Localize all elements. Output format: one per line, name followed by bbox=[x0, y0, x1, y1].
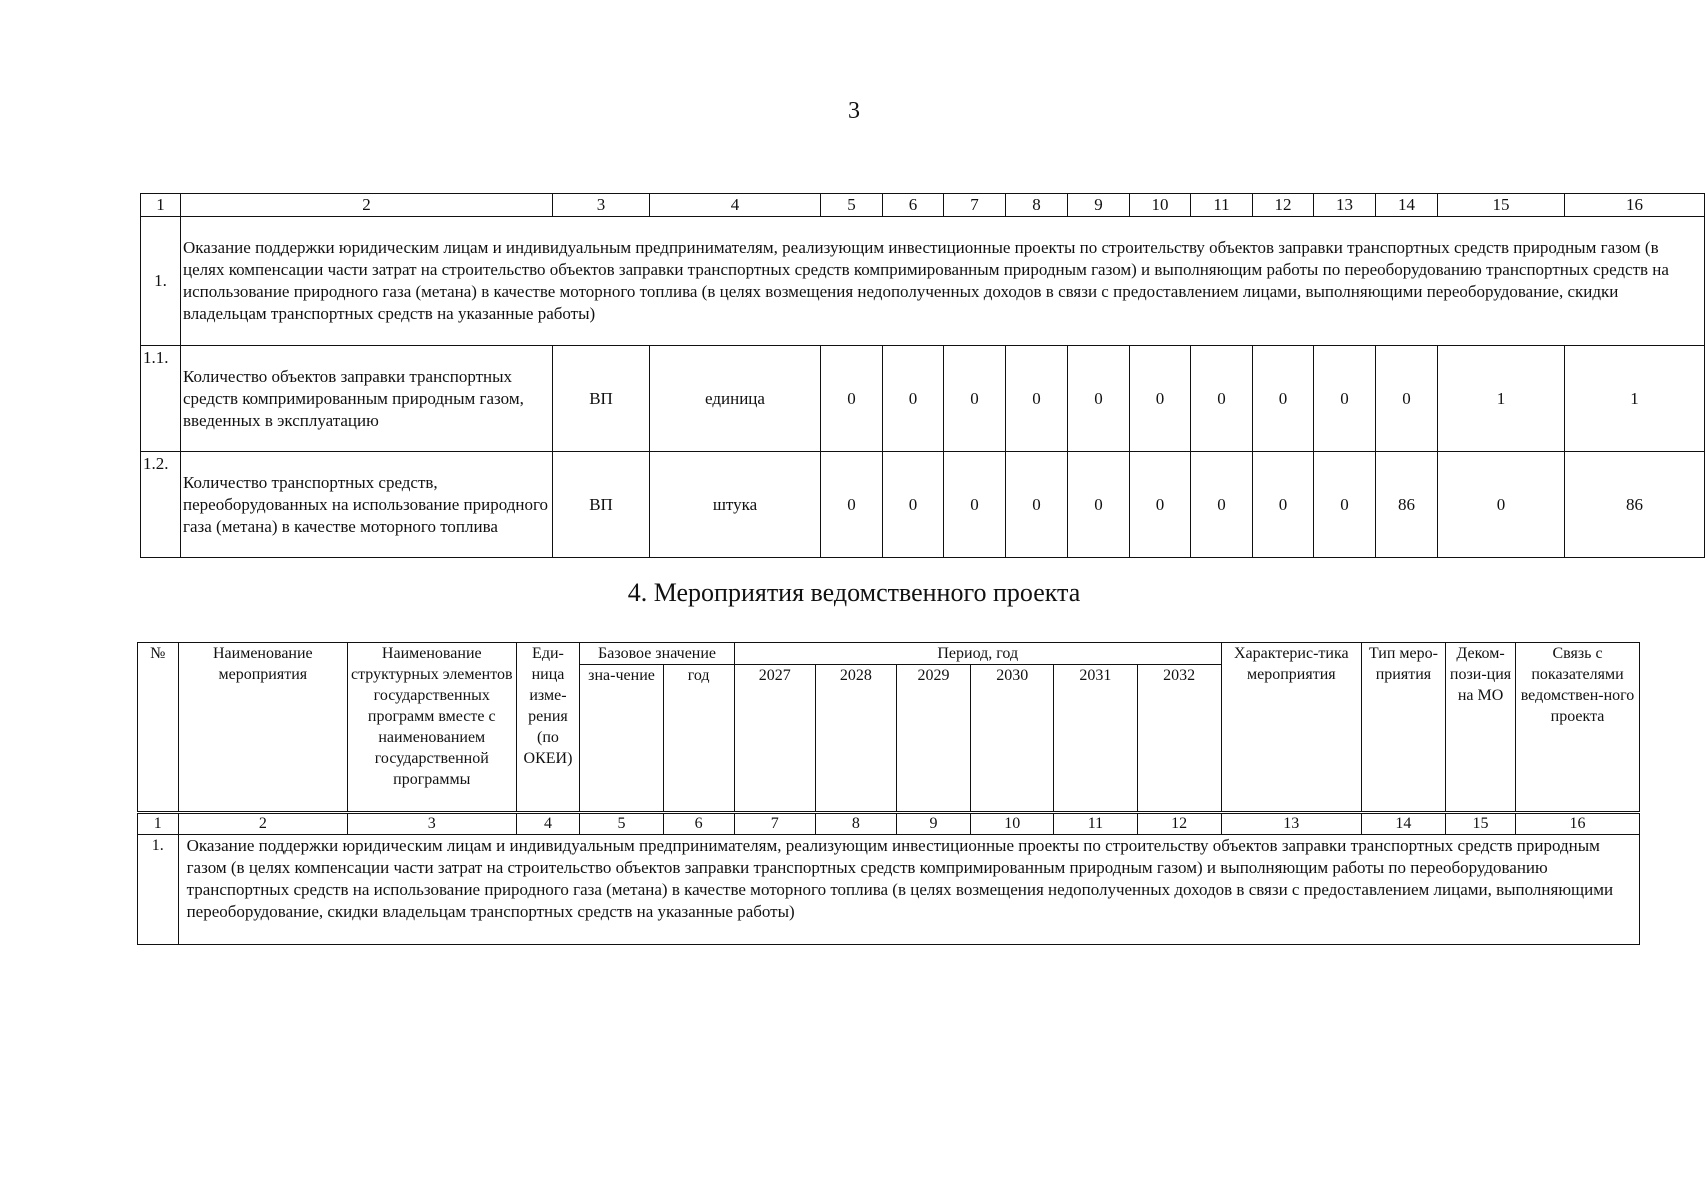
indicator-name: Количество транспортных средств, переоборудованных на использование природного газа (метана) в качестве моторного топлива bbox=[181, 452, 553, 558]
table1-col-num: 1 bbox=[141, 194, 181, 217]
table1-col-num: 7 bbox=[944, 194, 1006, 217]
table2-col-num: 15 bbox=[1446, 813, 1516, 835]
value-cell: 0 bbox=[883, 346, 944, 452]
value-cell: 0 bbox=[1191, 346, 1253, 452]
table-row bbox=[141, 346, 1705, 452]
table1-col-num: 9 bbox=[1068, 194, 1130, 217]
table2-col-num: 6 bbox=[663, 813, 734, 835]
header-year: 2028 bbox=[815, 665, 896, 813]
value-cell: 86 bbox=[1376, 452, 1438, 558]
value-cell: 0 bbox=[1253, 346, 1314, 452]
value-cell: 0 bbox=[1006, 452, 1068, 558]
value-cell: 0 bbox=[1253, 452, 1314, 558]
indicator-unit: штука bbox=[650, 452, 821, 558]
value-cell: 0 bbox=[1191, 452, 1253, 558]
table1-section-row bbox=[141, 217, 1705, 346]
header-char: Характерис-тика мероприятия bbox=[1221, 643, 1361, 813]
value-cell: 0 bbox=[1314, 346, 1376, 452]
table1-col-num: 11 bbox=[1191, 194, 1253, 217]
value-cell: 0 bbox=[1130, 346, 1191, 452]
table1-col-num: 5 bbox=[821, 194, 883, 217]
table2-column-numbers bbox=[138, 813, 1640, 835]
row-number: 1.2. bbox=[141, 452, 181, 558]
header-year: 2029 bbox=[897, 665, 971, 813]
table2-col-num: 16 bbox=[1516, 813, 1640, 835]
table2-col-num: 10 bbox=[971, 813, 1054, 835]
header-base-year: год bbox=[663, 665, 734, 813]
value-cell: 0 bbox=[1376, 346, 1438, 452]
table1-col-num: 6 bbox=[883, 194, 944, 217]
table1-col-num: 14 bbox=[1376, 194, 1438, 217]
header-struct: Наименование структурных элементов государственных программ вместе с наименованием государственной программы bbox=[348, 643, 516, 813]
value-cell: 0 bbox=[1438, 452, 1565, 558]
table-row bbox=[141, 452, 1705, 558]
header-base: Базовое значение bbox=[580, 643, 734, 665]
indicator-type: ВП bbox=[553, 346, 650, 452]
header-link: Связь с показателями ведомствен-ного проекта bbox=[1516, 643, 1640, 813]
value-cell: 0 bbox=[821, 452, 883, 558]
table1-header-row bbox=[141, 194, 1705, 217]
table2-col-num: 14 bbox=[1361, 813, 1445, 835]
header-no: № bbox=[138, 643, 179, 813]
table2-col-num: 1 bbox=[138, 813, 179, 835]
table1-col-num: 2 bbox=[181, 194, 553, 217]
page-number: 3 bbox=[848, 98, 860, 124]
table2-col-num: 2 bbox=[178, 813, 347, 835]
table1-col-num: 10 bbox=[1130, 194, 1191, 217]
table2-col-num: 3 bbox=[348, 813, 516, 835]
table1-col-num: 4 bbox=[650, 194, 821, 217]
section-text: Оказание поддержки юридическим лицам и индивидуальным предпринимателям, реализующим инвестиционные проекты по строительству объектов заправки транспортных средств природным газом (в целях компенсации части затрат на строительство объектов заправки транспортных средств компримированным природным газом) и выполняющим работы по переоборудованию транспортных средств на использование природного газа (метана) в качестве моторного топлива (в целях возмещения недополученных доходов в связи с предоставлением лицами, выполняющими переоборудование, скидки владельцам транспортных средств на указанные работы) bbox=[178, 835, 1639, 945]
value-cell: 0 bbox=[821, 346, 883, 452]
table2-col-num: 7 bbox=[734, 813, 815, 835]
indicator-type: ВП bbox=[553, 452, 650, 558]
section-number: 1. bbox=[138, 835, 179, 945]
activities-table bbox=[137, 642, 1640, 945]
header-year: 2027 bbox=[734, 665, 815, 813]
table2-section-row bbox=[138, 835, 1640, 945]
row-number: 1.1. bbox=[141, 346, 181, 452]
header-base-value: зна-чение bbox=[580, 665, 663, 813]
value-cell: 0 bbox=[1130, 452, 1191, 558]
header-year: 2030 bbox=[971, 665, 1054, 813]
value-cell: 1 bbox=[1565, 346, 1705, 452]
indicators-table bbox=[140, 193, 1705, 558]
header-year: 2031 bbox=[1054, 665, 1137, 813]
value-cell: 1 bbox=[1438, 346, 1565, 452]
value-cell: 0 bbox=[1068, 452, 1130, 558]
table1-col-num: 8 bbox=[1006, 194, 1068, 217]
value-cell: 0 bbox=[1006, 346, 1068, 452]
table2-col-num: 8 bbox=[815, 813, 896, 835]
value-cell: 86 bbox=[1565, 452, 1705, 558]
header-unit: Еди-ница изме-рения (по ОКЕИ) bbox=[516, 643, 580, 813]
table2-col-num: 5 bbox=[580, 813, 663, 835]
value-cell: 0 bbox=[944, 346, 1006, 452]
value-cell: 0 bbox=[1314, 452, 1376, 558]
header-name: Наименование мероприятия bbox=[178, 643, 347, 813]
table1-col-num: 15 bbox=[1438, 194, 1565, 217]
header-type: Тип меро-приятия bbox=[1361, 643, 1445, 813]
table2-col-num: 9 bbox=[897, 813, 971, 835]
table1-col-num: 12 bbox=[1253, 194, 1314, 217]
table2-col-num: 11 bbox=[1054, 813, 1137, 835]
table2-col-num: 4 bbox=[516, 813, 580, 835]
indicator-unit: единица bbox=[650, 346, 821, 452]
table1-col-num: 13 bbox=[1314, 194, 1376, 217]
value-cell: 0 bbox=[1068, 346, 1130, 452]
header-decomp: Деком-пози-ция на МО bbox=[1446, 643, 1516, 813]
section-text: Оказание поддержки юридическим лицам и индивидуальным предпринимателям, реализующим инвестиционные проекты по строительству объектов заправки транспортных средств природным газом (в целях компенсации части затрат на строительство объектов заправки транспортных средств компримированным природным газом) и выполняющим работы по переоборудованию транспортных средств на использование природного газа (метана) в качестве моторного топлива (в целях возмещения недополученных доходов в связи с предоставлением лицами, выполняющими переоборудование, скидки владельцам транспортных средств на указанные работы) bbox=[181, 217, 1705, 346]
table2-header-row bbox=[138, 643, 1640, 665]
section-number: 1. bbox=[141, 217, 181, 346]
header-period: Период, год bbox=[734, 643, 1221, 665]
indicator-name: Количество объектов заправки транспортных средств компримированным природным газом, введенных в эксплуатацию bbox=[181, 346, 553, 452]
table2-col-num: 13 bbox=[1221, 813, 1361, 835]
value-cell: 0 bbox=[883, 452, 944, 558]
section-title: 4. Мероприятия ведомственного проекта bbox=[627, 578, 1081, 607]
table2-col-num: 12 bbox=[1137, 813, 1221, 835]
value-cell: 0 bbox=[944, 452, 1006, 558]
header-year: 2032 bbox=[1137, 665, 1221, 813]
table1-col-num: 3 bbox=[553, 194, 650, 217]
table1-col-num: 16 bbox=[1565, 194, 1705, 217]
